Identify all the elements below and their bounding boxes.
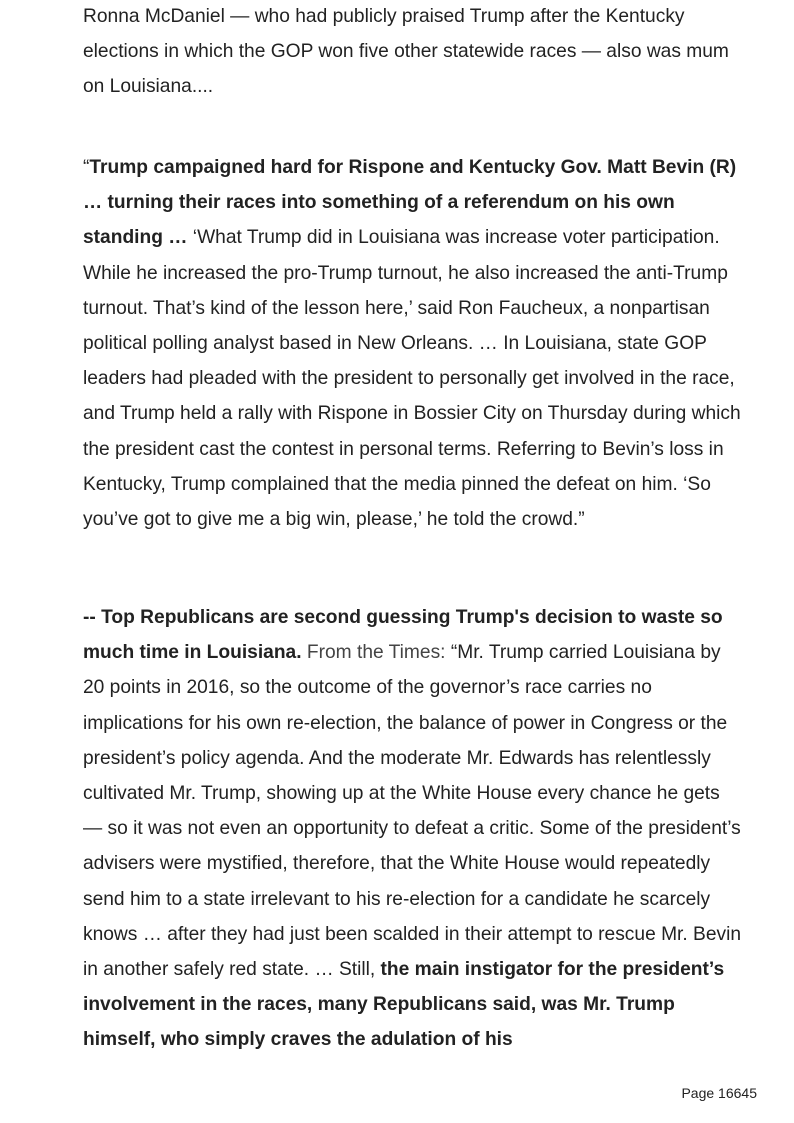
paragraph-text: Ronna McDaniel — who had publicly praised Trump after the Kentucky elections in which the GOP won five other statewide races — also was mum on Louisiana.... bbox=[83, 6, 729, 98]
page-number: Page 16645 bbox=[681, 1085, 757, 1101]
bold-emphasis: the main instigator for the president’s involvement in the races, many Republicans said, was Mr. Trump himself, who simply craves the adulation of his bbox=[83, 959, 725, 1051]
source-attribution: From the Times: bbox=[301, 642, 446, 664]
paragraph-trump-campaigned bbox=[83, 150, 743, 537]
paragraph-text: ‘What Trump did in Louisiana was increase voter participation. While he increased the pro-Trump turnout, he also increased the anti-Trump turnout. That’s kind of the lesson here,’ said Ron Faucheux, a nonpartisan political polling analyst based in New Orleans. … In Louisiana, state GOP leaders had pleaded with the president to personally get involved in the race, and Trump held a rally with Rispone in Bossier City on Thursday during which the president cast the contest in personal terms. Referring to Bevin’s loss in Kentucky, Trump complained that the media pinned the defeat on him. ‘So you’ve got to give me a big win, please,’ he told the crowd.” bbox=[83, 227, 741, 531]
paragraph-text: “Mr. Trump carried Louisiana by 20 points in 2016, so the outcome of the governor’s race carries no implications for his own re-election, the balance of power in Congress or the president’s policy agenda. And the moderate Mr. Edwards has relentlessly cultivated Mr. Trump, showing up at the White House every chance he gets — so it was not even an opportunity to defeat a critic. Some of the president’s advisers were mystified, therefore, that the White House would repeatedly send him to a state irrelevant to his re-election for a candidate he scarcely knows … after they had just been scalded in their attempt to rescue Mr. Bevin in another safely red state. … Still, bbox=[83, 642, 742, 981]
open-quote: “ bbox=[83, 157, 90, 178]
bold-headline: -- Top Republicans are second guessing Trump's decision to waste so much time in Louisiana. bbox=[83, 607, 723, 664]
paragraph-mcdaniel bbox=[83, 0, 743, 105]
paragraph-second-guessing bbox=[83, 600, 743, 1058]
bold-lead: Trump campaigned hard for Rispone and Kentucky Gov. Matt Bevin (R) … turning their races into something of a referendum on his own standing … bbox=[83, 157, 737, 249]
